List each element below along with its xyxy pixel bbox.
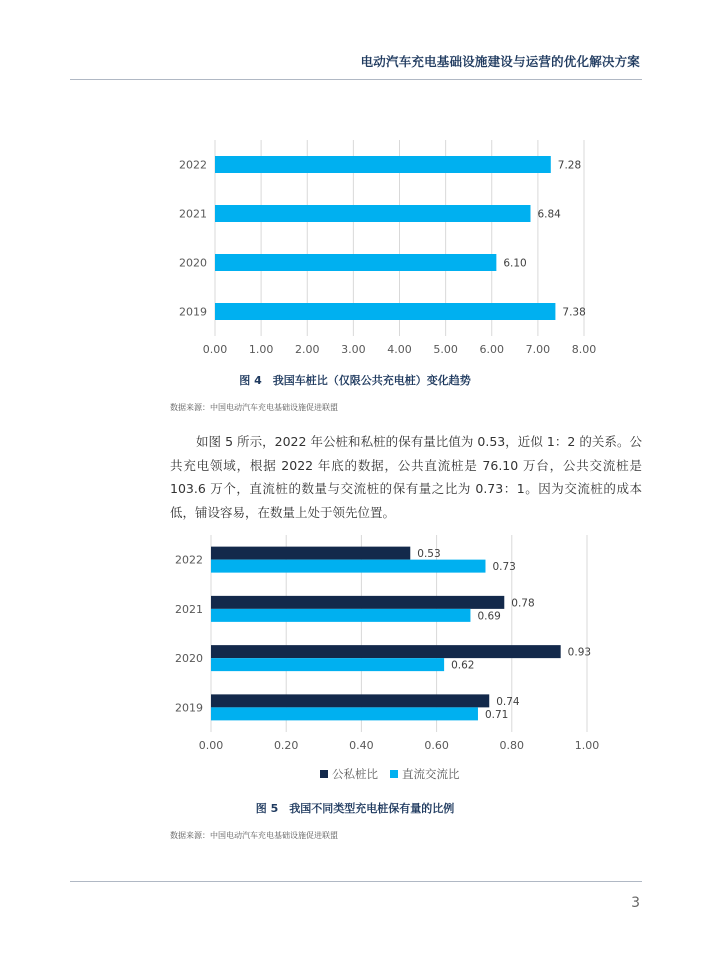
bar	[215, 205, 530, 222]
header-rule	[70, 79, 642, 80]
data-label: 6.84	[537, 208, 561, 221]
x-tick-label: 0.00	[202, 343, 228, 356]
data-label: 0.53	[417, 548, 441, 561]
y-tick-label: 2019	[175, 701, 203, 715]
bar	[215, 254, 496, 271]
y-tick-label: 2022	[175, 553, 203, 567]
bar	[211, 596, 504, 609]
bar	[211, 658, 444, 671]
data-label: 6.10	[503, 257, 527, 270]
y-tick-label: 2021	[179, 207, 207, 221]
y-tick-label: 2021	[175, 602, 203, 616]
body-paragraph: 如图 5 所示，2022 年公桩和私桩的保有量比值为 0.53，近似 1：2 的关系。公共充电领域，根据 2022 年底的数据，公共直流桩是 76.10 万台，公共交流桩是 103.6 万个，直流桩的数量与交流桩的保有量之比为 0.73：1。因为交流桩的成本低，铺设容易，在数量上处于领先位置。	[170, 434, 642, 520]
x-tick-label: 7.00	[525, 343, 551, 356]
x-tick-label: 0.00	[198, 739, 224, 752]
bar	[211, 645, 561, 658]
data-label: 0.62	[451, 659, 475, 672]
pile-type-ratio-chart	[0, 535, 710, 785]
figure5-source: 数据来源：中国电动汽车充电基础设施促进联盟	[170, 831, 338, 840]
y-tick-label: 2020	[175, 652, 203, 666]
y-tick-label: 2020	[179, 256, 207, 270]
bar	[211, 609, 470, 622]
x-tick-label: 0.20	[273, 739, 299, 752]
data-label: 0.74	[496, 695, 520, 708]
bar	[211, 560, 485, 573]
x-tick-label: 5.00	[433, 343, 458, 356]
x-tick-label: 4.00	[387, 343, 412, 356]
y-tick-label: 2022	[179, 158, 207, 172]
x-tick-label: 0.40	[349, 739, 374, 752]
data-label: 0.93	[567, 646, 592, 659]
x-tick-label: 1.00	[574, 739, 600, 752]
data-label: 0.73	[492, 561, 516, 574]
x-tick-label: 8.00	[571, 343, 597, 356]
legend-swatch	[320, 770, 328, 778]
page-number: 3	[631, 895, 640, 911]
x-tick-label: 0.60	[424, 739, 449, 752]
bar	[211, 547, 410, 560]
figure4-caption: 图 4 我国车桩比（仅限公共充电桩）变化趋势	[239, 374, 471, 387]
x-tick-label: 0.80	[499, 739, 525, 752]
x-tick-label: 1.00	[248, 343, 274, 356]
legend-label: 直流交流比	[402, 767, 460, 781]
legend-label: 公私桩比	[332, 767, 378, 781]
figure5-caption: 图 5 我国不同类型充电桩保有量的比例	[255, 802, 455, 815]
car-pile-ratio-chart	[0, 140, 710, 365]
bar	[211, 707, 478, 720]
bar	[215, 156, 551, 173]
data-label: 0.69	[477, 610, 501, 623]
figure4-source: 数据来源：中国电动汽车充电基础设施促进联盟	[170, 403, 338, 412]
data-label: 0.78	[511, 597, 535, 610]
x-tick-label: 6.00	[479, 343, 504, 356]
x-tick-label: 3.00	[341, 343, 366, 356]
data-label: 7.38	[562, 306, 586, 319]
header-title: 电动汽车充电基础设施建设与运营的优化解决方案	[360, 54, 640, 69]
footer-rule	[70, 881, 642, 882]
y-tick-label: 2019	[179, 305, 207, 319]
bar	[215, 303, 555, 320]
bar	[211, 694, 489, 707]
x-tick-label: 2.00	[295, 343, 320, 356]
data-label: 0.71	[484, 708, 509, 721]
data-label: 7.28	[557, 159, 582, 172]
legend-swatch	[390, 770, 398, 778]
